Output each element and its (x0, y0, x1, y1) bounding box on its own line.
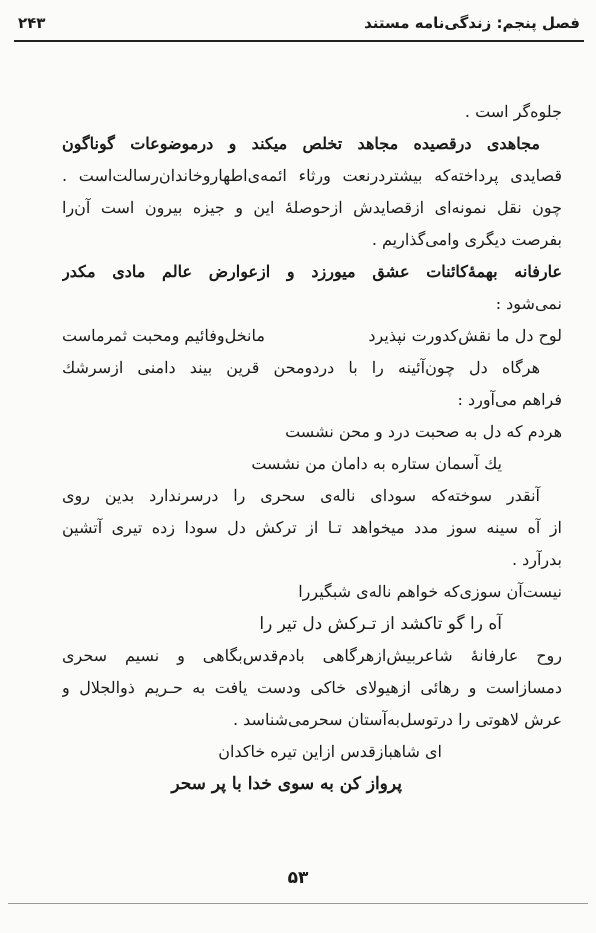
header-page-number: ۲۴۳ (18, 14, 46, 32)
text-line: بدرآرد . (511, 550, 562, 569)
text-line: بفرصت دیگری وامی‌گذاریم . (371, 230, 562, 249)
verse-line: آه را گو تاکشد از تـرکش دل تیر را (259, 614, 502, 634)
verse-line: یك آسمان ستاره به دامان من نشست (251, 454, 502, 473)
text-line: آنقدر سوخته‌که سودای ناله‌ی سحری را درسرندارد بدین روی (62, 486, 540, 505)
text-line: عارفانه بهمهٔ‌کائنات عشق میورزد و ازعوارض عالم مادی مکدر (62, 262, 562, 281)
chapter-title: فصل پنجم: زندگی‌نامه مستند (364, 14, 580, 32)
text-line: دمسازاست و رهائی ازهیولای خاکی ودست یافت به حـریم ذوالجلال و (62, 678, 562, 697)
body-text (62, 96, 562, 800)
text-line: قصایدی پرداخته‌که بیشتردرنعت ورثاء ائمه‌ی‌اطهاروخاندان‌رسالت‌است . (62, 166, 562, 185)
text-line: روح عارفانهٔ شاعربیش‌ازهرگاهی بادم‌قدس‌بگاهی و نسیم سحری (62, 646, 562, 665)
text-line: مجاهدی درقصیده مجاهد تخلص میکند و درموضوعات گوناگون (62, 134, 541, 153)
text-line: هرگاه دل چون‌آئینه را با دردومحن قرین بیند دامنی ازسرشك (62, 358, 540, 377)
verse-line: نیست‌آن سوزی‌که خواهم ناله‌ی شبگیررا (298, 582, 562, 601)
verse-line: پرواز کن به سوی خدا با پر سحر (171, 774, 402, 794)
bottom-rule (8, 903, 588, 904)
folio-number: ۵۳ (287, 868, 309, 888)
text-line: فراهم می‌آورد : (457, 390, 562, 409)
running-head (18, 14, 580, 40)
text-line: نمی‌شود : (495, 294, 562, 313)
verse-line: ای شاهبازقدس ازاین تیره خاکدان (218, 742, 442, 761)
text-line: جلوه‌گر است . (464, 102, 562, 121)
text-line: از آه سینه سوز مدد میخواهد تـا از ترکش دل سودا زده تیری آتشین (62, 518, 562, 537)
verse-hemistich-left: مانخل‌وفائیم ومحبت ثمرماست (62, 326, 265, 345)
text-line: چون نقل نمونه‌ای ازقصایدش ازحوصلهٔ این و جیزه بیرون است آن‌را (62, 198, 562, 217)
verse-hemistich-right: لوح دل ما نقش‌کدورت نپذیرد (368, 326, 562, 345)
text-line: عرش لاهوتی را درتوسل‌به‌آستان سحرمی‌شناسد . (232, 710, 562, 729)
verse-line: هردم که دل به صحبت درد و محن نشست (285, 422, 562, 441)
header-rule (14, 40, 584, 42)
verse-couplet (62, 320, 562, 352)
